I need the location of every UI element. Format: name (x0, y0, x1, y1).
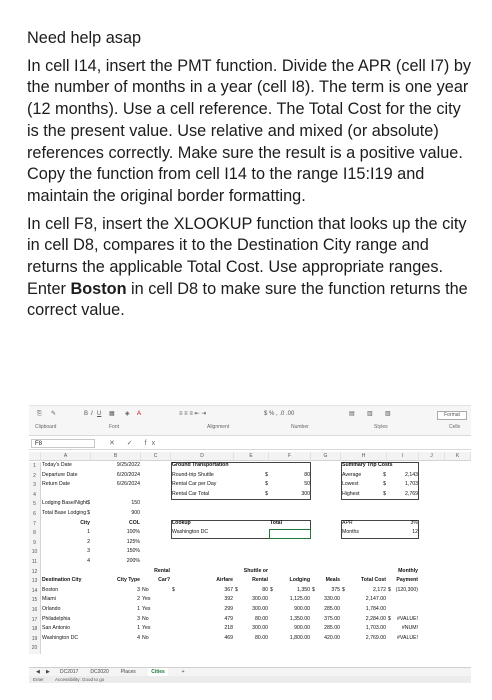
meals-currency: $ (312, 586, 315, 593)
city-header: City (80, 519, 90, 526)
selected-cell-f8[interactable] (269, 529, 311, 539)
shuttle-header-top: Shuttle or (243, 567, 268, 574)
meals: 375.00 (324, 615, 340, 622)
gt-title: Ground Transportation (172, 462, 229, 468)
shuttle-currency: $ (235, 586, 238, 593)
total-cost: 2,172 (373, 586, 386, 593)
question-paragraph-2 (27, 214, 477, 323)
cell-b1: 9/25/2022 (116, 462, 140, 468)
city-number: 4 (87, 558, 90, 564)
row-header-12[interactable]: 12 (29, 568, 41, 578)
table-icon[interactable]: ▥ (367, 411, 373, 417)
airfare: 469 (224, 634, 233, 641)
apr-label: APR (342, 519, 353, 526)
cell-a5: Lodging Base/Night (42, 500, 88, 507)
meals: 285.00 (324, 625, 340, 632)
lodging: 900.00 (294, 625, 310, 632)
sheet-tab-dc2017[interactable]: DC2017 (60, 669, 79, 675)
sheet-tab-dc2020[interactable]: DC2020 (90, 669, 109, 675)
city-type: 1 (137, 625, 140, 632)
sheet-tabs (29, 667, 471, 676)
lookup-city-input: Washington DC (172, 529, 209, 536)
summary-value: 1,703 (405, 481, 418, 488)
ribbon-tools (29, 409, 471, 421)
summary-value: 2,143 (405, 471, 418, 478)
gt-label: Rental Car Total (172, 490, 210, 497)
sheet-tab-cities[interactable]: Cities (148, 668, 168, 677)
destination-city: Boston (42, 586, 59, 593)
col-value: 125% (126, 538, 140, 545)
format-painter-icon[interactable]: ✎ (51, 411, 57, 417)
borders-icon[interactable]: ▦ (109, 411, 115, 417)
question-p3-bold: Boston (70, 279, 127, 298)
group-alignment: Alignment (207, 424, 230, 430)
column-header-j[interactable]: J (419, 452, 445, 461)
total-cost-header: Total Cost (361, 577, 386, 584)
gt-currency: $ (265, 471, 268, 478)
row-header-3[interactable]: 3 (29, 481, 41, 491)
cell-b3: 6/26/2024 (116, 481, 140, 488)
destination-city: Miami (42, 596, 56, 603)
meals: 285.00 (324, 606, 340, 612)
airfare: 367 (224, 586, 233, 593)
monthly-payment: #NUM! (401, 625, 418, 632)
ribbon-group-labels (29, 424, 471, 434)
shuttle-or-rental: 80 (262, 586, 268, 593)
rental-car: No (142, 634, 149, 641)
bold-icon[interactable]: B (84, 411, 89, 417)
group-clipboard: Clipboard (35, 424, 57, 430)
lodging: 1,350 (297, 586, 310, 593)
monthly-header-top: Monthly (398, 567, 418, 574)
total-cost: 1,703.00 (365, 625, 386, 632)
destination-city-header: Destination City (42, 577, 82, 584)
row-header-2[interactable]: 2 (29, 472, 41, 482)
apr-value: 3% (410, 519, 418, 526)
row-header-20[interactable]: 20 (29, 644, 41, 654)
lodging: 1,800.00 (289, 634, 310, 641)
monthly-header-bottom: Payment (396, 577, 418, 584)
shuttle-or-rental: 300.00 (252, 625, 268, 632)
city-number: 1 (87, 529, 90, 536)
airfare-header: Airfare (216, 577, 233, 584)
cell-b5: 150 (131, 500, 140, 507)
format-button[interactable]: Format (437, 411, 467, 420)
cell-b6: 900 (131, 510, 140, 516)
column-header-d[interactable]: D (171, 452, 234, 461)
monthly-payment: #VALUE! (397, 615, 418, 622)
col-value: 150% (126, 548, 140, 555)
column-header-e[interactable]: E (234, 452, 269, 461)
column-header-g[interactable]: G (311, 452, 341, 461)
rental-car: Yes (142, 596, 151, 603)
city-type: 3 (137, 586, 140, 593)
destination-city: Washington DC (42, 634, 79, 641)
cell-a6: Total Base Lodging (42, 510, 87, 516)
monthly-payment (388, 596, 418, 604)
shuttle-or-rental: 80.00 (255, 615, 268, 622)
question-text (27, 28, 477, 328)
row-header-15[interactable]: 15 (29, 596, 41, 606)
row-header-17[interactable]: 17 (29, 616, 41, 626)
meals: 420.00 (324, 634, 340, 641)
city-type: 1 (137, 606, 140, 612)
col-header: COL (129, 519, 140, 526)
lookup-label: Lookup (172, 519, 191, 526)
city-number: 3 (87, 548, 90, 555)
airfare: 218 (224, 625, 233, 632)
row-header-19[interactable]: 19 (29, 635, 41, 645)
shuttle-header-bottom: Rental (252, 577, 268, 584)
lodging: 900.00 (294, 606, 310, 612)
formula-bar-icons[interactable]: ✕ ✓ fx (109, 440, 161, 447)
tab-scroll-right[interactable]: ▶ (46, 669, 50, 675)
group-cells: Cells (449, 424, 461, 430)
col-value: 100% (126, 529, 140, 536)
italic-icon[interactable]: I (91, 411, 93, 417)
column-header-a[interactable]: A (41, 452, 91, 461)
gt-currency: $ (265, 490, 268, 497)
summary-title: Summary Trip Costs (342, 462, 393, 468)
row-header-9[interactable]: 9 (29, 539, 41, 549)
cell-a3: Return Date (42, 481, 70, 488)
column-header-h[interactable]: H (341, 452, 387, 461)
lodging: 1,125.00 (289, 596, 310, 603)
tab-scroll-left[interactable]: ◀ (36, 669, 40, 675)
cell-a1: Today's Date (42, 462, 72, 468)
lodging: 1,350.00 (289, 615, 310, 622)
summary-currency: $ (383, 481, 386, 488)
row-header-14[interactable]: 14 (29, 587, 41, 597)
lodging-header: Lodging (289, 577, 310, 584)
row-header-6[interactable]: 6 (29, 510, 41, 520)
fill-color-icon[interactable]: ◈ (125, 411, 130, 417)
destination-city: Orlando (42, 606, 61, 612)
question-paragraph-1: In cell I14, insert the PMT function. Divide the APR (cell I7) by the number of months in a year (cell I8). The term is one year (12 months). Use a cell reference. The Total Cost for the city is the present value. Use relative and mixed (or absolute) references correctly. Make sure the result is a positive value. Copy the function from cell I14 to the range I15:I19 and maintain the original border formatting. (27, 56, 472, 205)
cell-styles-icon[interactable]: ▧ (385, 411, 391, 417)
city-type: 3 (137, 615, 140, 622)
row-header-4[interactable]: 4 (29, 491, 41, 501)
row-header-5[interactable]: 5 (29, 500, 41, 510)
select-all-corner[interactable] (29, 452, 41, 461)
font-color-icon[interactable]: A (137, 411, 142, 417)
gt-currency: $ (265, 481, 268, 488)
align-icons[interactable]: ≡ ≡ ≡ ⇤ ⇥ (179, 411, 207, 417)
sheet-tab-places[interactable]: Places (120, 669, 136, 675)
number-format-icons[interactable]: $ % , .0 .00 (264, 411, 295, 417)
total-cost: 2,147.00 (365, 596, 386, 603)
summary-value: 2,769 (405, 490, 418, 497)
rental-car: No (142, 586, 149, 593)
status-mode: Enter (33, 677, 44, 682)
lodging-currency: $ (270, 586, 273, 593)
months-value: 12 (412, 529, 418, 536)
meals-header: Meals (325, 577, 340, 584)
excel-screenshot (29, 405, 471, 682)
destination-city: Philadelphia (42, 615, 71, 622)
total-cost: 2,769.00 (365, 634, 386, 641)
gt-value: 50 (304, 481, 310, 488)
summary-label: Highest (342, 490, 360, 497)
paste-icon[interactable]: ⎘ (37, 411, 42, 417)
gt-value: 80 (304, 471, 310, 478)
group-font: Font (109, 424, 120, 430)
row-header-1[interactable]: 1 (29, 462, 41, 472)
ribbon (29, 406, 471, 436)
city-type: 4 (137, 634, 140, 641)
summary-label: Average (342, 471, 362, 478)
column-header-k[interactable]: K (445, 452, 471, 461)
question-p3-after: in cell D8 to make sure the function returns the correct value. (27, 279, 468, 320)
row-header-18[interactable]: 18 (29, 625, 41, 635)
question-heading: Need help asap (27, 29, 142, 47)
rental-car: Yes (142, 625, 151, 632)
currency-a6: $ (87, 510, 90, 516)
payment-currency: $ (388, 615, 391, 622)
rental-car: No (142, 615, 149, 622)
column-header-f[interactable]: F (269, 452, 311, 461)
shuttle-or-rental: 300.00 (252, 606, 268, 612)
row-header-11[interactable]: 11 (29, 558, 41, 568)
column-header-b[interactable]: B (91, 452, 141, 461)
city-type: 2 (137, 596, 140, 603)
gt-label: Rental Car per Day (172, 481, 217, 488)
city-type-header: City Type (117, 577, 140, 584)
airfare-currency: $ (172, 586, 175, 593)
name-box[interactable]: F8 (31, 439, 95, 448)
total-cost: 1,784.00 (365, 606, 386, 612)
accessibility-status: Accessibility: Good to go (55, 677, 105, 682)
group-number: Number (291, 424, 309, 430)
question-p3-before: In cell F8, insert the XLOOKUP function that looks up the city in cell D8, compares it to the Destination City range and returns the applicable Total Cost. Use appropriate ranges. Enter (27, 214, 467, 298)
rental-car: Yes (142, 606, 151, 612)
col-value: 200% (126, 558, 140, 564)
airfare: 392 (224, 596, 233, 603)
cell-a2: Departure Date (42, 471, 78, 478)
airfare: 299 (224, 606, 233, 612)
row-header-16[interactable]: 16 (29, 606, 41, 616)
shuttle-or-rental: 80.00 (255, 634, 268, 641)
total-cost-currency: $ (342, 586, 345, 593)
city-number: 2 (87, 538, 90, 545)
worksheet-grid[interactable] (29, 452, 471, 666)
conditional-formatting-icon[interactable]: ▤ (349, 411, 355, 417)
monthly-payment: (120,300) (395, 586, 418, 593)
monthly-payment: #VALUE! (397, 634, 418, 641)
monthly-payment (388, 606, 418, 614)
row-header-13[interactable]: 13 (29, 577, 41, 587)
status-bar (29, 676, 471, 683)
add-sheet-button[interactable]: + (181, 669, 185, 675)
meals: 330.00 (324, 596, 340, 603)
underline-icon[interactable]: U (97, 411, 102, 417)
gt-value: 300 (301, 490, 310, 497)
airfare: 479 (224, 615, 233, 622)
shuttle-or-rental: 300.00 (252, 596, 268, 603)
rental-header-bottom: Car? (158, 577, 170, 584)
destination-city: San Antonio (42, 625, 70, 632)
group-styles: Styles (374, 424, 388, 430)
column-header-c[interactable]: C (141, 452, 171, 461)
meals: 375 (331, 586, 340, 593)
cell-b2: 6/20/2024 (116, 471, 140, 478)
summary-currency: $ (383, 471, 386, 478)
total-cost: 2,284.00 (365, 615, 386, 622)
summary-label: Lowest (342, 481, 359, 488)
payment-currency: $ (388, 586, 391, 593)
currency-a5: $ (87, 500, 90, 507)
total-label: Total (270, 519, 283, 526)
rental-header-top: Rental (154, 567, 170, 574)
gt-label: Round-trip Shuttle (172, 471, 214, 478)
summary-currency: $ (383, 490, 386, 497)
column-header-i[interactable]: I (387, 452, 419, 461)
months-label: Months (342, 529, 360, 536)
formula-bar (29, 437, 471, 450)
row-header-7[interactable]: 7 (29, 520, 41, 530)
row-header-8[interactable]: 8 (29, 529, 41, 539)
row-header-10[interactable]: 10 (29, 548, 41, 558)
